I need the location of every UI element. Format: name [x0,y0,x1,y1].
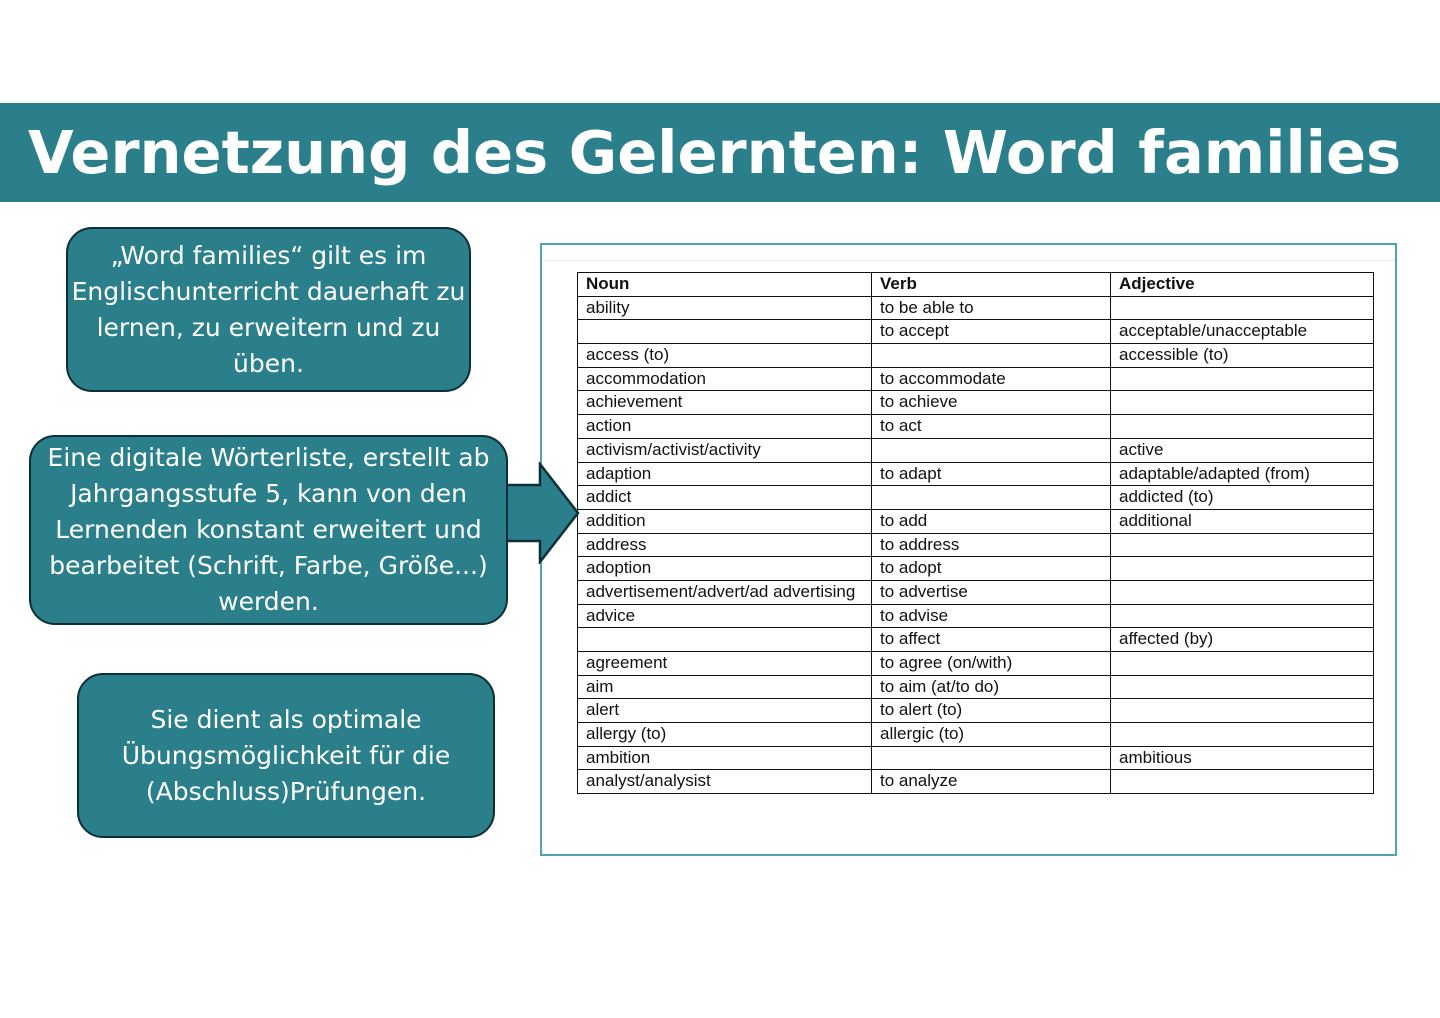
noun-cell: adaption [578,462,872,486]
verb-cell: to agree (on/with) [872,652,1111,676]
adjective-cell [1111,675,1374,699]
adjective-cell [1111,723,1374,747]
table-row [578,604,1374,628]
adjective-cell: ambitious [1111,746,1374,770]
noun-cell: aim [578,675,872,699]
verb-cell: to advise [872,604,1111,628]
noun-cell: achievement [578,391,872,415]
noun-cell: address [578,533,872,557]
verb-cell: to act [872,415,1111,439]
verb-cell: to address [872,533,1111,557]
info-box-digital-list [29,435,508,625]
noun-cell [578,320,872,344]
verb-cell: to affect [872,628,1111,652]
adjective-cell: active [1111,438,1374,462]
table-row [578,344,1374,368]
slide-title: Vernetzung des Gelernten: Word families [28,118,1402,187]
verb-cell: to be able to [872,296,1111,320]
verb-cell: to adopt [872,557,1111,581]
verb-cell [872,344,1111,368]
adjective-cell [1111,770,1374,794]
noun-cell: ability [578,296,872,320]
noun-cell: access (to) [578,344,872,368]
table-row [578,320,1374,344]
adjective-cell: additional [1111,509,1374,533]
noun-cell: alert [578,699,872,723]
noun-cell: advertisement/advert/ad advertising [578,580,872,604]
info-box-text: „Word families“ gilt es im Englischunterricht dauerhaft zu lernen, zu erweitern und zu üben. [71,240,466,378]
adjective-cell [1111,557,1374,581]
table-row [578,699,1374,723]
table-row [578,746,1374,770]
verb-cell: to adapt [872,462,1111,486]
table-row [578,675,1374,699]
frame-divider [542,260,1395,261]
table-row [578,770,1374,794]
noun-cell: ambition [578,746,872,770]
noun-cell: accommodation [578,367,872,391]
table-row [578,652,1374,676]
header-verb: Verb [872,273,1111,297]
adjective-cell: adaptable/adapted (from) [1111,462,1374,486]
word-list-screenshot [540,243,1397,856]
table-row [578,415,1374,439]
verb-cell: to accept [872,320,1111,344]
verb-cell [872,486,1111,510]
table-row [578,391,1374,415]
table-header-row [578,273,1374,297]
info-box-text: Eine digitale Wörterliste, erstellt ab Jahrgangsstufe 5, kann von den Lernenden konstant erweitert und bearbeitet (Schrift, Farbe, Größe...) werden. [47,443,490,616]
verb-cell: to aim (at/to do) [872,675,1111,699]
info-box-text: Sie dient als optimale Übungsmöglichkeit für die (Abschluss)Prüfungen. [121,704,451,806]
noun-cell: activism/activist/activity [578,438,872,462]
noun-cell: action [578,415,872,439]
adjective-cell: acceptable/unacceptable [1111,320,1374,344]
adjective-cell [1111,367,1374,391]
verb-cell: to advertise [872,580,1111,604]
table-row [578,533,1374,557]
adjective-cell: affected (by) [1111,628,1374,652]
noun-cell [578,628,872,652]
table-row [578,367,1374,391]
noun-cell: analyst/analysist [578,770,872,794]
verb-cell: to analyze [872,770,1111,794]
table-body [578,296,1374,793]
header-noun: Noun [578,273,872,297]
noun-cell: adoption [578,557,872,581]
table-row [578,438,1374,462]
verb-cell: to alert (to) [872,699,1111,723]
noun-cell: agreement [578,652,872,676]
adjective-cell [1111,415,1374,439]
noun-cell: allergy (to) [578,723,872,747]
noun-cell: advice [578,604,872,628]
arrow-right-icon [500,462,582,564]
table-row [578,509,1374,533]
adjective-cell [1111,580,1374,604]
verb-cell: to accommodate [872,367,1111,391]
table-row [578,557,1374,581]
word-family-table [577,272,1374,794]
adjective-cell [1111,391,1374,415]
table-row [578,628,1374,652]
verb-cell [872,746,1111,770]
verb-cell: to add [872,509,1111,533]
verb-cell [872,438,1111,462]
adjective-cell [1111,533,1374,557]
header-adjective: Adjective [1111,273,1374,297]
noun-cell: addict [578,486,872,510]
info-box-exam-practice [77,673,495,838]
info-box-learning [66,227,471,392]
adjective-cell: addicted (to) [1111,486,1374,510]
adjective-cell [1111,699,1374,723]
table-row [578,486,1374,510]
table-row [578,462,1374,486]
noun-cell: addition [578,509,872,533]
table-row [578,580,1374,604]
table-row [578,296,1374,320]
adjective-cell [1111,652,1374,676]
verb-cell: to achieve [872,391,1111,415]
table-row [578,723,1374,747]
adjective-cell: accessible (to) [1111,344,1374,368]
verb-cell: allergic (to) [872,723,1111,747]
adjective-cell [1111,296,1374,320]
adjective-cell [1111,604,1374,628]
